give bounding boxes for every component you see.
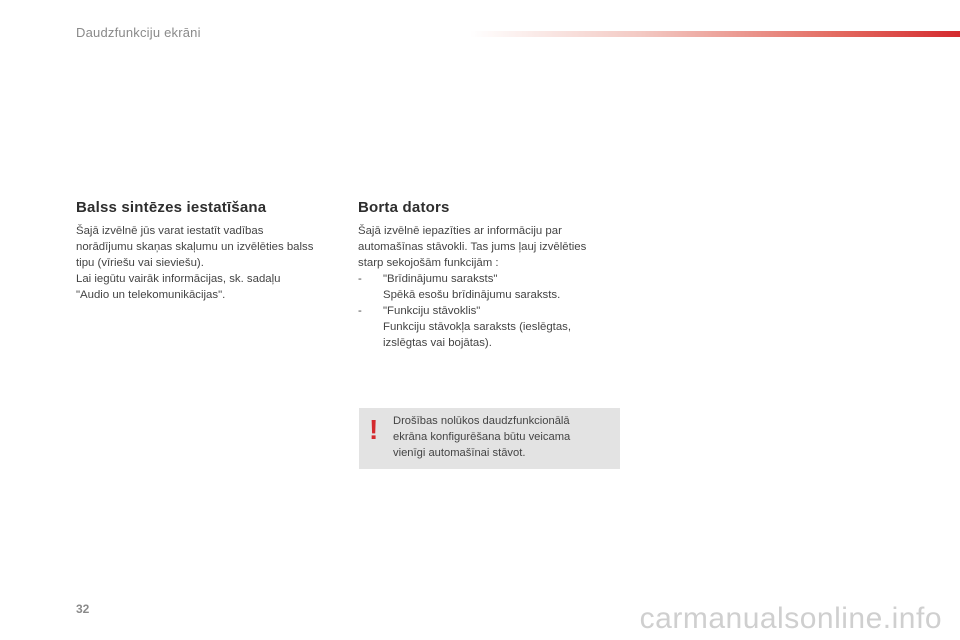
- paragraph-line: Šajā izvēlnē jūs varat iestatīt vadības: [76, 225, 264, 237]
- list-dash: -: [358, 305, 362, 317]
- list-item-line: izslēgtas vai bojātas).: [383, 337, 492, 349]
- section-title-voice-synthesis: Balss sintēzes iestatīšana: [76, 199, 267, 216]
- safety-warning-text: [393, 413, 570, 461]
- paragraph-line: automašīnas stāvokli. Tas jums ļauj izvēlēties: [358, 241, 587, 253]
- section-title-trip-computer: Borta dators: [358, 199, 450, 216]
- safety-warning-box: [359, 408, 620, 469]
- list-item-line: "Funkciju stāvoklis": [383, 305, 481, 317]
- paragraph-line: "Audio un telekomunikācijas".: [76, 289, 226, 301]
- exclamation-icon: !: [369, 414, 379, 445]
- list-item-line: Funkciju stāvokļa saraksts (ieslēgtas,: [383, 321, 572, 333]
- list-item-line: Spēkā esošu brīdinājumu saraksts.: [383, 289, 561, 301]
- trip-computer-function-list: [358, 271, 571, 351]
- list-dash: -: [358, 273, 362, 285]
- page-number: 32: [76, 602, 90, 616]
- paragraph-line: tipu (vīriešu vai sieviešu).: [76, 257, 204, 269]
- paragraph-line: starp sekojošām funkcijām :: [358, 257, 499, 269]
- list-item-function-status: [358, 303, 571, 351]
- warning-line: Drošības nolūkos daudzfunkcionālā: [393, 415, 570, 427]
- list-item-alert-log: [358, 271, 571, 303]
- list-item-line: "Brīdinājumu saraksts": [383, 273, 498, 285]
- trip-computer-intro: [358, 223, 586, 271]
- page-header-title: Daudzfunkciju ekrāni: [76, 25, 201, 40]
- paragraph-line: norādījumu skaņas skaļumu un izvēlēties balss: [76, 241, 314, 253]
- warning-line: vienīgi automašīnai stāvot.: [393, 447, 526, 459]
- paragraph-line: Šajā izvēlnē iepazīties ar informāciju par: [358, 225, 562, 237]
- paragraph-line: Lai iegūtu vairāk informācijas, sk. sadaļu: [76, 273, 281, 285]
- warning-line: ekrāna konfigurēšana būtu veicama: [393, 431, 571, 443]
- header-accent-bar: [470, 31, 960, 37]
- watermark: carmanualsonline.info: [639, 602, 942, 635]
- voice-synthesis-paragraph: [76, 223, 313, 303]
